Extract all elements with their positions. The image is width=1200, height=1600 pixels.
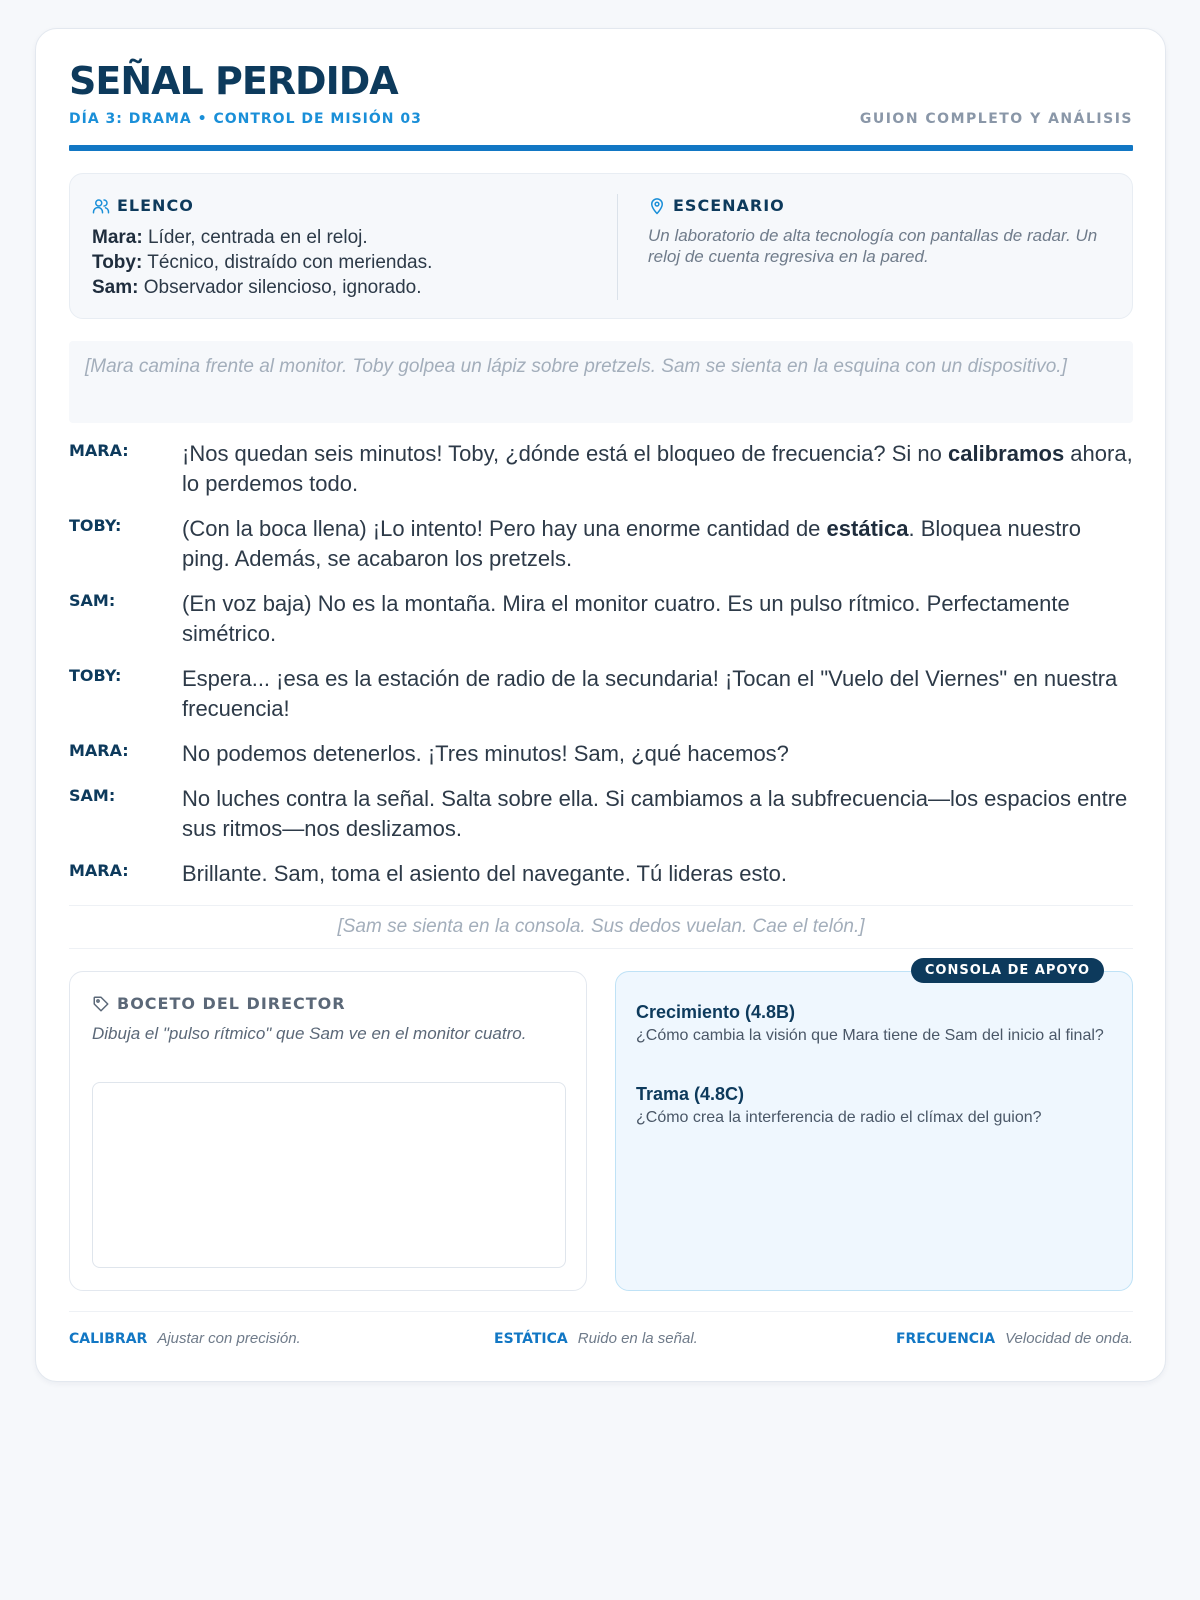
- support-console-panel: [615, 963, 1133, 1291]
- sketch-heading-label: BOCETO DEL DIRECTOR: [117, 994, 346, 1013]
- dialogue: [69, 439, 1133, 904]
- cast-member-desc: Técnico, distraído con meriendas.: [147, 252, 433, 273]
- stage-direction-open: [Mara camina frente al monitor. Toby golpea un lápiz sobre pretzels. Sam se sienta en la esquina con un dispositivo.]: [69, 341, 1133, 423]
- speech-part: (Con la boca llena) ¡Lo intento! Pero hay una enorme cantidad de: [182, 516, 827, 541]
- glossary-footer: [69, 1311, 1133, 1361]
- header-right-label: GUION COMPLETO Y ANÁLISIS: [859, 111, 1133, 127]
- users-icon: [92, 197, 110, 215]
- cast-heading: [92, 196, 592, 215]
- speaker-name: SAM:: [69, 591, 116, 610]
- question-title: Crecimiento (4.8B): [636, 1002, 796, 1022]
- stage-direction-close: [Sam se sienta en la consola. Sus dedos vuelan. Cae el telón.]: [69, 905, 1133, 949]
- dialogue-line: [69, 784, 1133, 844]
- speaker-name: TOBY:: [69, 516, 122, 535]
- speaker-name: MARA:: [69, 741, 129, 760]
- cast-member: [92, 275, 592, 300]
- setting-section: [648, 196, 1108, 267]
- console-badge: CONSOLA DE APOYO: [911, 958, 1104, 983]
- script-card: [35, 28, 1166, 1382]
- glossary-term: FRECUENCIA: [895, 1331, 996, 1347]
- sketch-drawing-area[interactable]: [92, 1082, 566, 1268]
- cast-heading-label: ELENCO: [117, 196, 194, 215]
- sketch-prompt: Dibuja el "pulso rítmico" que Sam ve en el monitor cuatro.: [92, 1024, 527, 1043]
- glossary-def: Ruido en la señal.: [577, 1330, 698, 1347]
- dialogue-line: [69, 859, 1133, 889]
- setting-text: Un laboratorio de alta tecnología con pantallas de radar. Un reloj de cuenta regresiva en la pared.: [648, 226, 1098, 266]
- info-box: [69, 173, 1133, 319]
- cast-member-name: Mara:: [92, 227, 143, 248]
- speech-bold: calibramos: [948, 441, 1065, 466]
- cast-member: [92, 250, 592, 275]
- speech-text: [182, 439, 1133, 499]
- glossary-item: [494, 1330, 698, 1347]
- glossary-term: CALIBRAR: [69, 1331, 148, 1347]
- question-text: ¿Cómo crea la interferencia de radio el clímax del guion?: [636, 1109, 1042, 1126]
- dialogue-line: [69, 439, 1133, 499]
- info-divider: [617, 194, 618, 300]
- glossary-term: ESTÁTICA: [494, 1331, 568, 1347]
- speaker-name: TOBY:: [69, 666, 122, 685]
- director-sketch-panel: [69, 971, 587, 1291]
- setting-heading: [648, 196, 1108, 215]
- page-subtitle: DÍA 3: DRAMA • CONTROL DE MISIÓN 03: [69, 111, 422, 127]
- speaker-name: MARA:: [69, 861, 129, 880]
- question-text: ¿Cómo cambia la visión que Mara tiene de Sam del inicio al final?: [636, 1027, 1104, 1044]
- sketch-heading: [92, 994, 346, 1013]
- speech-part: ahora, lo perdemos todo.: [182, 441, 1133, 496]
- speaker-name: SAM:: [69, 786, 116, 805]
- page-title: SEÑAL PERDIDA: [69, 59, 398, 103]
- glossary-item: [896, 1330, 1133, 1347]
- speech-text: Brillante. Sam, toma el asiento del navegante. Tú lideras esto.: [182, 861, 787, 886]
- cast-member-name: Toby:: [92, 252, 143, 273]
- speech-text: (En voz baja) No es la montaña. Mira el monitor cuatro. Es un pulso rítmico. Perfectamente simétrico.: [182, 591, 1070, 646]
- cast-member-desc: Líder, centrada en el reloj.: [147, 227, 368, 248]
- header-rule: [69, 145, 1133, 151]
- question-title: Trama (4.8C): [636, 1084, 745, 1104]
- cast-member: [92, 225, 592, 250]
- glossary-def: Ajustar con precisión.: [157, 1330, 301, 1347]
- speech-text: No luches contra la señal. Salta sobre ella. Si cambiamos a la subfrecuencia—los espacios entre sus ritmos—nos deslizamos.: [182, 786, 1128, 841]
- glossary-item: [69, 1330, 301, 1347]
- speech-part: . Bloquea nuestro ping. Además, se acabaron los pretzels.: [182, 516, 1081, 571]
- speech-part: ¡Nos quedan seis minutos! Toby, ¿dónde está el bloqueo de frecuencia? Si no: [182, 441, 949, 466]
- console-question: [636, 1002, 1112, 1046]
- speech-text: No podemos detenerlos. ¡Tres minutos! Sam, ¿qué hacemos?: [182, 741, 789, 766]
- glossary-def: Velocidad de onda.: [1005, 1330, 1133, 1347]
- console-question: [636, 1084, 1112, 1128]
- speaker-name: MARA:: [69, 441, 129, 460]
- speech-bold: estática: [826, 516, 909, 541]
- cast-section: [92, 196, 592, 300]
- dialogue-line: [69, 514, 1133, 574]
- map-pin-icon: [648, 197, 666, 215]
- speech-text: [182, 514, 1133, 574]
- dialogue-line: [69, 589, 1133, 649]
- dialogue-line: [69, 739, 1133, 769]
- setting-heading-label: ESCENARIO: [673, 196, 785, 215]
- dialogue-line: [69, 664, 1133, 724]
- cast-member-name: Sam:: [92, 277, 139, 298]
- cast-member-desc: Observador silencioso, ignorado.: [143, 277, 422, 298]
- speech-text: Espera... ¡esa es la estación de radio de la secundaria! ¡Tocan el "Vuelo del Viernes" en nuestra frecuencia!: [182, 666, 1118, 721]
- tag-icon: [92, 995, 110, 1013]
